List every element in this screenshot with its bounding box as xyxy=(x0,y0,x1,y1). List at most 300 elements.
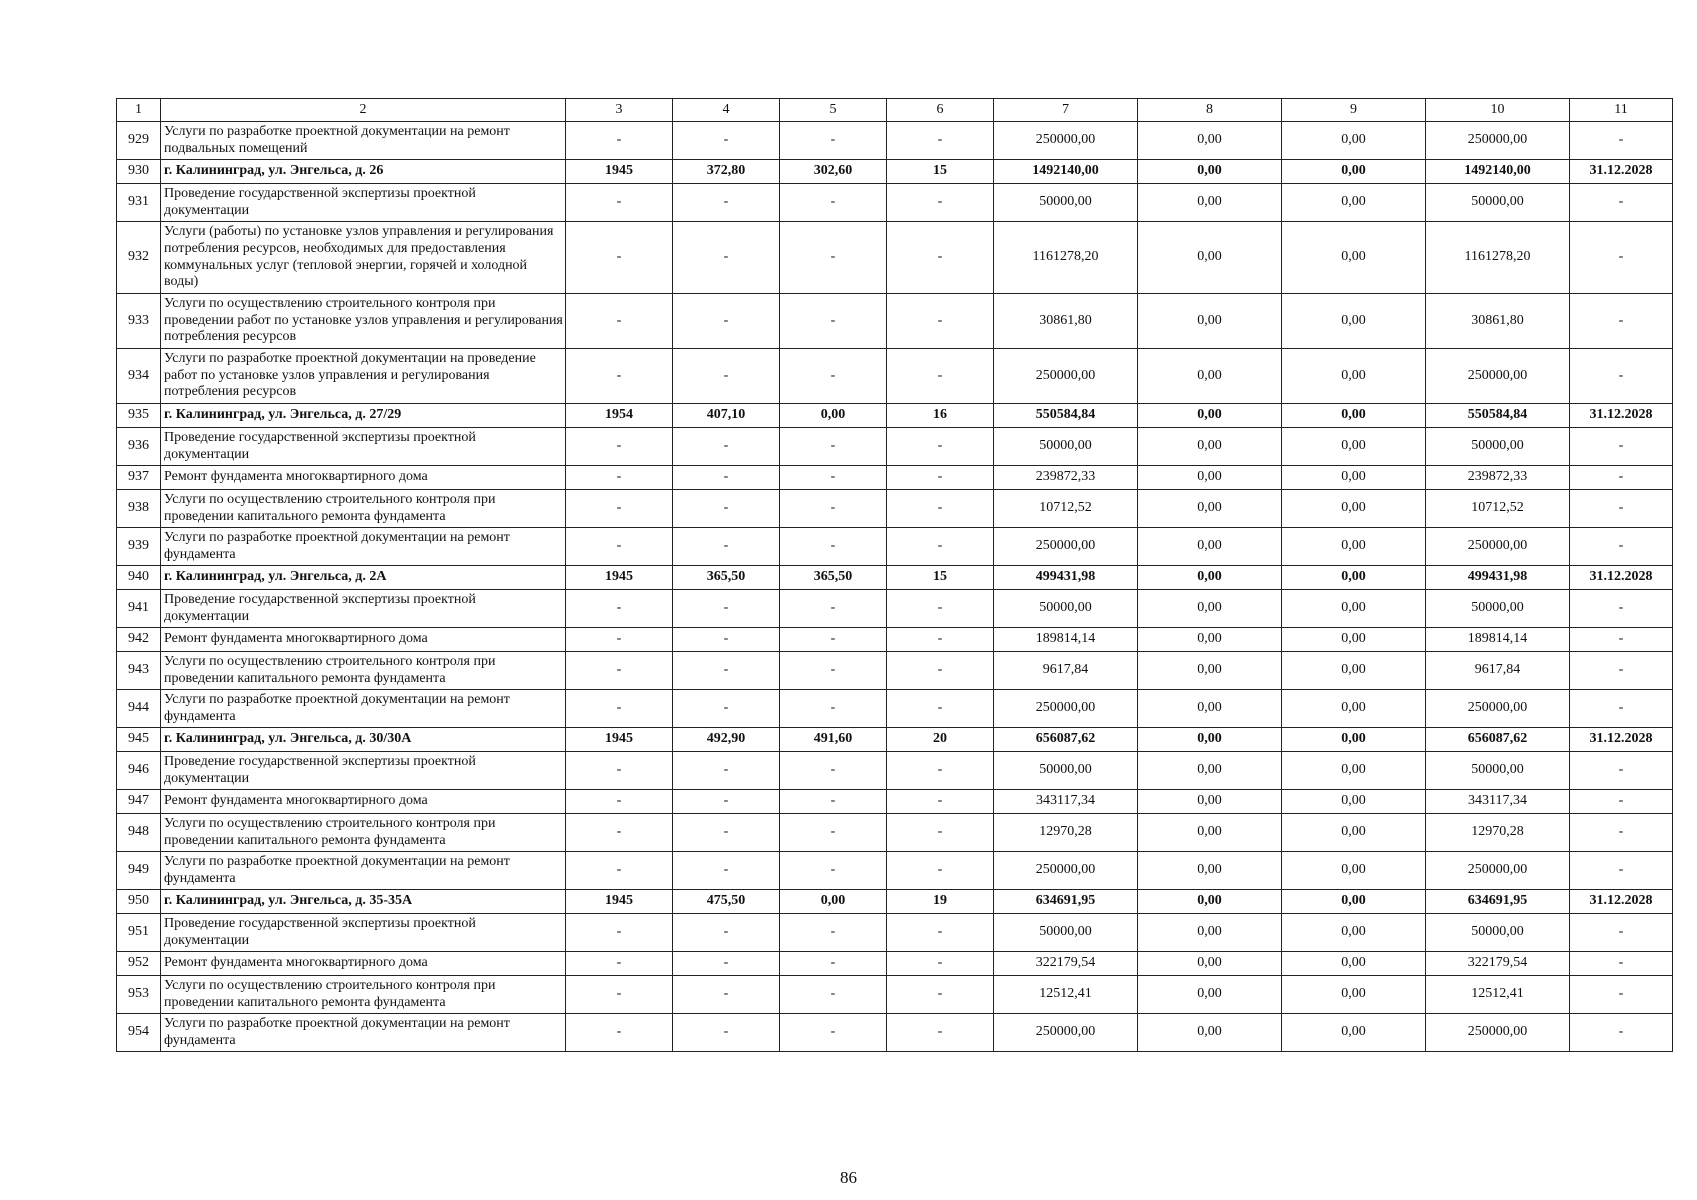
cost-col-10-cell: 322179,54 xyxy=(1426,952,1570,976)
total-cost-cell: 550584,84 xyxy=(994,404,1138,428)
work-row xyxy=(117,349,1673,404)
residents-count-cell: 15 xyxy=(887,566,994,590)
cost-col-10-cell: 9617,84 xyxy=(1426,652,1570,690)
residents-count-cell: 20 xyxy=(887,728,994,752)
cost-col-8-cell: 0,00 xyxy=(1138,349,1282,404)
total-area-cell: - xyxy=(673,1014,780,1052)
total-area-cell: - xyxy=(673,952,780,976)
living-area-cell: - xyxy=(780,490,887,528)
row-number-cell: 944 xyxy=(117,690,161,728)
cost-col-8-cell: 0,00 xyxy=(1138,490,1282,528)
cost-col-9-cell: 0,00 xyxy=(1282,976,1426,1014)
cost-col-9-cell: 0,00 xyxy=(1282,404,1426,428)
build-year-cell: - xyxy=(566,528,673,566)
row-number-cell: 930 xyxy=(117,160,161,184)
cost-col-9-cell: 0,00 xyxy=(1282,852,1426,890)
work-description-cell: г. Калининград, ул. Энгельса, д. 26 xyxy=(161,160,566,184)
total-cost-cell: 634691,95 xyxy=(994,890,1138,914)
living-area-cell: - xyxy=(780,852,887,890)
cost-col-8-cell: 0,00 xyxy=(1138,122,1282,160)
deadline-cell: - xyxy=(1570,122,1673,160)
cost-col-8-cell: 0,00 xyxy=(1138,184,1282,222)
work-description-cell: г. Калининград, ул. Энгельса, д. 35-35А xyxy=(161,890,566,914)
cost-col-8-cell: 0,00 xyxy=(1138,628,1282,652)
residents-count-cell: - xyxy=(887,952,994,976)
work-description-cell: Услуги по разработке проектной документации на ремонт фундамента xyxy=(161,852,566,890)
address-row xyxy=(117,404,1673,428)
document-sheet xyxy=(116,98,1660,1052)
living-area-cell: - xyxy=(780,222,887,294)
build-year-cell: - xyxy=(566,122,673,160)
row-number-cell: 934 xyxy=(117,349,161,404)
deadline-cell: - xyxy=(1570,752,1673,790)
total-area-cell: - xyxy=(673,976,780,1014)
row-number-cell: 945 xyxy=(117,728,161,752)
build-year-cell: - xyxy=(566,294,673,349)
cost-col-8-cell: 0,00 xyxy=(1138,752,1282,790)
cost-col-10-cell: 12512,41 xyxy=(1426,976,1570,1014)
total-area-cell: - xyxy=(673,590,780,628)
total-area-cell: - xyxy=(673,752,780,790)
residents-count-cell: 19 xyxy=(887,890,994,914)
header-cell: 10 xyxy=(1426,99,1570,122)
deadline-cell: - xyxy=(1570,976,1673,1014)
residents-count-cell: - xyxy=(887,122,994,160)
residents-count-cell: - xyxy=(887,590,994,628)
work-row xyxy=(117,528,1673,566)
row-number-cell: 949 xyxy=(117,852,161,890)
work-row xyxy=(117,652,1673,690)
total-cost-cell: 250000,00 xyxy=(994,349,1138,404)
row-number-cell: 951 xyxy=(117,914,161,952)
row-number-cell: 950 xyxy=(117,890,161,914)
cost-col-8-cell: 0,00 xyxy=(1138,404,1282,428)
cost-col-10-cell: 189814,14 xyxy=(1426,628,1570,652)
cost-col-8-cell: 0,00 xyxy=(1138,728,1282,752)
cost-col-10-cell: 239872,33 xyxy=(1426,466,1570,490)
living-area-cell: - xyxy=(780,1014,887,1052)
work-description-cell: Услуги по разработке проектной документации на ремонт фундамента xyxy=(161,690,566,728)
build-year-cell: - xyxy=(566,752,673,790)
work-row xyxy=(117,222,1673,294)
build-year-cell: - xyxy=(566,184,673,222)
total-cost-cell: 12512,41 xyxy=(994,976,1138,1014)
living-area-cell: - xyxy=(780,952,887,976)
work-description-cell: Проведение государственной экспертизы проектной документации xyxy=(161,184,566,222)
cost-col-8-cell: 0,00 xyxy=(1138,914,1282,952)
build-year-cell: - xyxy=(566,466,673,490)
build-year-cell: - xyxy=(566,1014,673,1052)
cost-col-10-cell: 50000,00 xyxy=(1426,752,1570,790)
cost-col-10-cell: 656087,62 xyxy=(1426,728,1570,752)
cost-col-9-cell: 0,00 xyxy=(1282,1014,1426,1052)
row-number-cell: 936 xyxy=(117,428,161,466)
build-year-cell: - xyxy=(566,428,673,466)
total-area-cell: - xyxy=(673,184,780,222)
cost-col-8-cell: 0,00 xyxy=(1138,222,1282,294)
living-area-cell: 491,60 xyxy=(780,728,887,752)
cost-col-9-cell: 0,00 xyxy=(1282,222,1426,294)
residents-count-cell: - xyxy=(887,222,994,294)
cost-col-8-cell: 0,00 xyxy=(1138,790,1282,814)
work-row xyxy=(117,428,1673,466)
living-area-cell: - xyxy=(780,814,887,852)
work-description-cell: Услуги по осуществлению строительного контроля при проведении капитального ремонта фундамента xyxy=(161,976,566,1014)
work-description-cell: Ремонт фундамента многоквартирного дома xyxy=(161,628,566,652)
row-number-cell: 953 xyxy=(117,976,161,1014)
row-number-cell: 940 xyxy=(117,566,161,590)
row-number-cell: 943 xyxy=(117,652,161,690)
cost-col-9-cell: 0,00 xyxy=(1282,728,1426,752)
deadline-cell: - xyxy=(1570,1014,1673,1052)
residents-count-cell: 16 xyxy=(887,404,994,428)
address-row xyxy=(117,160,1673,184)
total-cost-cell: 250000,00 xyxy=(994,528,1138,566)
address-row xyxy=(117,728,1673,752)
total-area-cell: - xyxy=(673,222,780,294)
total-cost-cell: 250000,00 xyxy=(994,122,1138,160)
cost-col-9-cell: 0,00 xyxy=(1282,814,1426,852)
total-area-cell: 492,90 xyxy=(673,728,780,752)
work-description-cell: Услуги по разработке проектной документации на проведение работ по установке узлов управления и регулирования потребления ресурсов xyxy=(161,349,566,404)
row-number-cell: 939 xyxy=(117,528,161,566)
total-area-cell: - xyxy=(673,428,780,466)
cost-col-10-cell: 250000,00 xyxy=(1426,690,1570,728)
work-row xyxy=(117,466,1673,490)
living-area-cell: - xyxy=(780,349,887,404)
row-number-cell: 948 xyxy=(117,814,161,852)
page-number: 86 xyxy=(840,1168,857,1187)
cost-col-10-cell: 499431,98 xyxy=(1426,566,1570,590)
total-area-cell: - xyxy=(673,914,780,952)
residents-count-cell: - xyxy=(887,852,994,890)
row-number-cell: 937 xyxy=(117,466,161,490)
deadline-cell: 31.12.2028 xyxy=(1570,890,1673,914)
work-row xyxy=(117,752,1673,790)
total-area-cell: - xyxy=(673,814,780,852)
row-number-cell: 935 xyxy=(117,404,161,428)
cost-col-8-cell: 0,00 xyxy=(1138,528,1282,566)
build-year-cell: - xyxy=(566,790,673,814)
living-area-cell: 302,60 xyxy=(780,160,887,184)
cost-col-9-cell: 0,00 xyxy=(1282,122,1426,160)
cost-col-8-cell: 0,00 xyxy=(1138,976,1282,1014)
cost-col-9-cell: 0,00 xyxy=(1282,890,1426,914)
work-description-cell: Услуги по разработке проектной документации на ремонт фундамента xyxy=(161,528,566,566)
cost-col-9-cell: 0,00 xyxy=(1282,914,1426,952)
row-number-cell: 931 xyxy=(117,184,161,222)
total-cost-cell: 50000,00 xyxy=(994,752,1138,790)
cost-col-9-cell: 0,00 xyxy=(1282,566,1426,590)
total-area-cell: - xyxy=(673,628,780,652)
cost-col-10-cell: 634691,95 xyxy=(1426,890,1570,914)
cost-col-10-cell: 12970,28 xyxy=(1426,814,1570,852)
living-area-cell: - xyxy=(780,294,887,349)
total-area-cell: - xyxy=(673,652,780,690)
row-number-cell: 946 xyxy=(117,752,161,790)
build-year-cell: - xyxy=(566,976,673,1014)
residents-count-cell: - xyxy=(887,184,994,222)
header-cell: 4 xyxy=(673,99,780,122)
deadline-cell: - xyxy=(1570,222,1673,294)
cost-col-10-cell: 1161278,20 xyxy=(1426,222,1570,294)
cost-col-9-cell: 0,00 xyxy=(1282,184,1426,222)
cost-col-9-cell: 0,00 xyxy=(1282,590,1426,628)
deadline-cell: - xyxy=(1570,652,1673,690)
cost-col-10-cell: 250000,00 xyxy=(1426,349,1570,404)
residents-count-cell: - xyxy=(887,790,994,814)
cost-col-9-cell: 0,00 xyxy=(1282,790,1426,814)
header-cell: 11 xyxy=(1570,99,1673,122)
cost-col-9-cell: 0,00 xyxy=(1282,294,1426,349)
work-row xyxy=(117,976,1673,1014)
cost-col-10-cell: 250000,00 xyxy=(1426,852,1570,890)
cost-col-8-cell: 0,00 xyxy=(1138,1014,1282,1052)
row-number-cell: 941 xyxy=(117,590,161,628)
cost-col-9-cell: 0,00 xyxy=(1282,466,1426,490)
header-cell: 2 xyxy=(161,99,566,122)
cost-col-8-cell: 0,00 xyxy=(1138,160,1282,184)
work-row xyxy=(117,914,1673,952)
living-area-cell: 0,00 xyxy=(780,404,887,428)
total-area-cell: 365,50 xyxy=(673,566,780,590)
deadline-cell: - xyxy=(1570,349,1673,404)
build-year-cell: - xyxy=(566,490,673,528)
header-cell: 1 xyxy=(117,99,161,122)
deadline-cell: - xyxy=(1570,952,1673,976)
living-area-cell: - xyxy=(780,790,887,814)
cost-col-10-cell: 250000,00 xyxy=(1426,122,1570,160)
deadline-cell: - xyxy=(1570,790,1673,814)
deadline-cell: 31.12.2028 xyxy=(1570,566,1673,590)
work-row xyxy=(117,952,1673,976)
deadline-cell: 31.12.2028 xyxy=(1570,160,1673,184)
total-cost-cell: 1492140,00 xyxy=(994,160,1138,184)
living-area-cell: - xyxy=(780,652,887,690)
deadline-cell: - xyxy=(1570,466,1673,490)
address-row xyxy=(117,890,1673,914)
work-description-cell: Услуги по разработке проектной документации на ремонт фундамента xyxy=(161,1014,566,1052)
total-area-cell: - xyxy=(673,349,780,404)
build-year-cell: 1945 xyxy=(566,728,673,752)
cost-col-9-cell: 0,00 xyxy=(1282,428,1426,466)
row-number-cell: 929 xyxy=(117,122,161,160)
header-cell: 5 xyxy=(780,99,887,122)
total-area-cell: 372,80 xyxy=(673,160,780,184)
work-row xyxy=(117,590,1673,628)
work-description-cell: Ремонт фундамента многоквартирного дома xyxy=(161,790,566,814)
build-year-cell: - xyxy=(566,852,673,890)
work-description-cell: Ремонт фундамента многоквартирного дома xyxy=(161,952,566,976)
cost-col-8-cell: 0,00 xyxy=(1138,952,1282,976)
living-area-cell: - xyxy=(780,528,887,566)
deadline-cell: - xyxy=(1570,528,1673,566)
total-area-cell: - xyxy=(673,490,780,528)
total-area-cell: - xyxy=(673,790,780,814)
work-description-cell: Проведение государственной экспертизы проектной документации xyxy=(161,590,566,628)
work-row xyxy=(117,122,1673,160)
cost-col-9-cell: 0,00 xyxy=(1282,490,1426,528)
total-area-cell: - xyxy=(673,690,780,728)
total-cost-cell: 250000,00 xyxy=(994,852,1138,890)
work-description-cell: Ремонт фундамента многоквартирного дома xyxy=(161,466,566,490)
cost-col-10-cell: 50000,00 xyxy=(1426,914,1570,952)
build-year-cell: - xyxy=(566,349,673,404)
deadline-cell: - xyxy=(1570,690,1673,728)
total-cost-cell: 239872,33 xyxy=(994,466,1138,490)
cost-col-8-cell: 0,00 xyxy=(1138,428,1282,466)
header-row xyxy=(117,99,1673,122)
work-row xyxy=(117,790,1673,814)
header-cell: 8 xyxy=(1138,99,1282,122)
residents-count-cell: - xyxy=(887,914,994,952)
residents-count-cell: - xyxy=(887,294,994,349)
deadline-cell: - xyxy=(1570,184,1673,222)
work-description-cell: Проведение государственной экспертизы проектной документации xyxy=(161,914,566,952)
work-description-cell: Услуги по осуществлению строительного контроля при проведении капитального ремонта фундамента xyxy=(161,652,566,690)
work-description-cell: Услуги по осуществлению строительного контроля при проведении капитального ремонта фундамента xyxy=(161,490,566,528)
cost-col-8-cell: 0,00 xyxy=(1138,852,1282,890)
row-number-cell: 952 xyxy=(117,952,161,976)
living-area-cell: 365,50 xyxy=(780,566,887,590)
deadline-cell: - xyxy=(1570,590,1673,628)
cost-col-8-cell: 0,00 xyxy=(1138,652,1282,690)
cost-col-10-cell: 343117,34 xyxy=(1426,790,1570,814)
total-cost-cell: 9617,84 xyxy=(994,652,1138,690)
cost-col-8-cell: 0,00 xyxy=(1138,294,1282,349)
residents-count-cell: - xyxy=(887,690,994,728)
total-cost-cell: 1161278,20 xyxy=(994,222,1138,294)
cost-col-8-cell: 0,00 xyxy=(1138,690,1282,728)
cost-col-9-cell: 0,00 xyxy=(1282,652,1426,690)
work-row xyxy=(117,490,1673,528)
cost-col-9-cell: 0,00 xyxy=(1282,528,1426,566)
deadline-cell: 31.12.2028 xyxy=(1570,728,1673,752)
build-year-cell: - xyxy=(566,952,673,976)
work-description-cell: Проведение государственной экспертизы проектной документации xyxy=(161,752,566,790)
living-area-cell: 0,00 xyxy=(780,890,887,914)
deadline-cell: - xyxy=(1570,428,1673,466)
row-number-cell: 947 xyxy=(117,790,161,814)
cost-col-10-cell: 1492140,00 xyxy=(1426,160,1570,184)
residents-count-cell: - xyxy=(887,490,994,528)
row-number-cell: 932 xyxy=(117,222,161,294)
total-cost-cell: 50000,00 xyxy=(994,428,1138,466)
total-area-cell: - xyxy=(673,294,780,349)
total-area-cell: 407,10 xyxy=(673,404,780,428)
header-cell: 3 xyxy=(566,99,673,122)
work-row xyxy=(117,294,1673,349)
total-cost-cell: 30861,80 xyxy=(994,294,1138,349)
row-number-cell: 933 xyxy=(117,294,161,349)
cost-col-10-cell: 30861,80 xyxy=(1426,294,1570,349)
header-cell: 9 xyxy=(1282,99,1426,122)
deadline-cell: - xyxy=(1570,294,1673,349)
row-number-cell: 942 xyxy=(117,628,161,652)
total-area-cell: - xyxy=(673,528,780,566)
cost-col-10-cell: 250000,00 xyxy=(1426,528,1570,566)
total-cost-cell: 50000,00 xyxy=(994,914,1138,952)
total-area-cell: - xyxy=(673,466,780,490)
residents-count-cell: - xyxy=(887,752,994,790)
work-description-cell: г. Калининград, ул. Энгельса, д. 27/29 xyxy=(161,404,566,428)
build-year-cell: - xyxy=(566,628,673,652)
work-description-cell: г. Калининград, ул. Энгельса, д. 30/30А xyxy=(161,728,566,752)
total-cost-cell: 322179,54 xyxy=(994,952,1138,976)
header-cell: 7 xyxy=(994,99,1138,122)
table-body xyxy=(117,122,1673,1052)
header-cell: 6 xyxy=(887,99,994,122)
residents-count-cell: - xyxy=(887,528,994,566)
build-year-cell: - xyxy=(566,590,673,628)
cost-col-8-cell: 0,00 xyxy=(1138,890,1282,914)
total-cost-cell: 343117,34 xyxy=(994,790,1138,814)
residents-count-cell: - xyxy=(887,1014,994,1052)
cost-col-8-cell: 0,00 xyxy=(1138,814,1282,852)
total-cost-cell: 10712,52 xyxy=(994,490,1138,528)
work-row xyxy=(117,852,1673,890)
total-cost-cell: 12970,28 xyxy=(994,814,1138,852)
residents-count-cell: 15 xyxy=(887,160,994,184)
build-year-cell: 1945 xyxy=(566,160,673,184)
work-row xyxy=(117,814,1673,852)
build-year-cell: - xyxy=(566,814,673,852)
cost-col-8-cell: 0,00 xyxy=(1138,590,1282,628)
living-area-cell: - xyxy=(780,752,887,790)
cost-col-10-cell: 250000,00 xyxy=(1426,1014,1570,1052)
cost-col-10-cell: 50000,00 xyxy=(1426,590,1570,628)
total-cost-cell: 250000,00 xyxy=(994,1014,1138,1052)
cost-col-9-cell: 0,00 xyxy=(1282,349,1426,404)
work-description-cell: Проведение государственной экспертизы проектной документации xyxy=(161,428,566,466)
build-year-cell: - xyxy=(566,690,673,728)
deadline-cell: - xyxy=(1570,814,1673,852)
cost-col-10-cell: 10712,52 xyxy=(1426,490,1570,528)
work-description-cell: Услуги (работы) по установке узлов управления и регулирования потребления ресурсов, необходимых для предоставления коммунальных услуг (тепловой энергии, горячей и холодной воды) xyxy=(161,222,566,294)
cost-col-9-cell: 0,00 xyxy=(1282,952,1426,976)
total-cost-cell: 499431,98 xyxy=(994,566,1138,590)
deadline-cell: 31.12.2028 xyxy=(1570,404,1673,428)
living-area-cell: - xyxy=(780,466,887,490)
living-area-cell: - xyxy=(780,914,887,952)
total-area-cell: 475,50 xyxy=(673,890,780,914)
living-area-cell: - xyxy=(780,428,887,466)
row-number-cell: 938 xyxy=(117,490,161,528)
total-cost-cell: 250000,00 xyxy=(994,690,1138,728)
total-cost-cell: 50000,00 xyxy=(994,184,1138,222)
living-area-cell: - xyxy=(780,590,887,628)
total-cost-cell: 656087,62 xyxy=(994,728,1138,752)
cost-col-8-cell: 0,00 xyxy=(1138,466,1282,490)
residents-count-cell: - xyxy=(887,466,994,490)
total-cost-cell: 189814,14 xyxy=(994,628,1138,652)
row-number-cell: 954 xyxy=(117,1014,161,1052)
cost-col-9-cell: 0,00 xyxy=(1282,160,1426,184)
address-row xyxy=(117,566,1673,590)
living-area-cell: - xyxy=(780,628,887,652)
deadline-cell: - xyxy=(1570,628,1673,652)
residents-count-cell: - xyxy=(887,628,994,652)
living-area-cell: - xyxy=(780,976,887,1014)
work-row xyxy=(117,1014,1673,1052)
build-year-cell: 1945 xyxy=(566,566,673,590)
cost-col-9-cell: 0,00 xyxy=(1282,628,1426,652)
residents-count-cell: - xyxy=(887,428,994,466)
work-description-cell: г. Калининград, ул. Энгельса, д. 2А xyxy=(161,566,566,590)
build-year-cell: 1945 xyxy=(566,890,673,914)
deadline-cell: - xyxy=(1570,914,1673,952)
living-area-cell: - xyxy=(780,690,887,728)
